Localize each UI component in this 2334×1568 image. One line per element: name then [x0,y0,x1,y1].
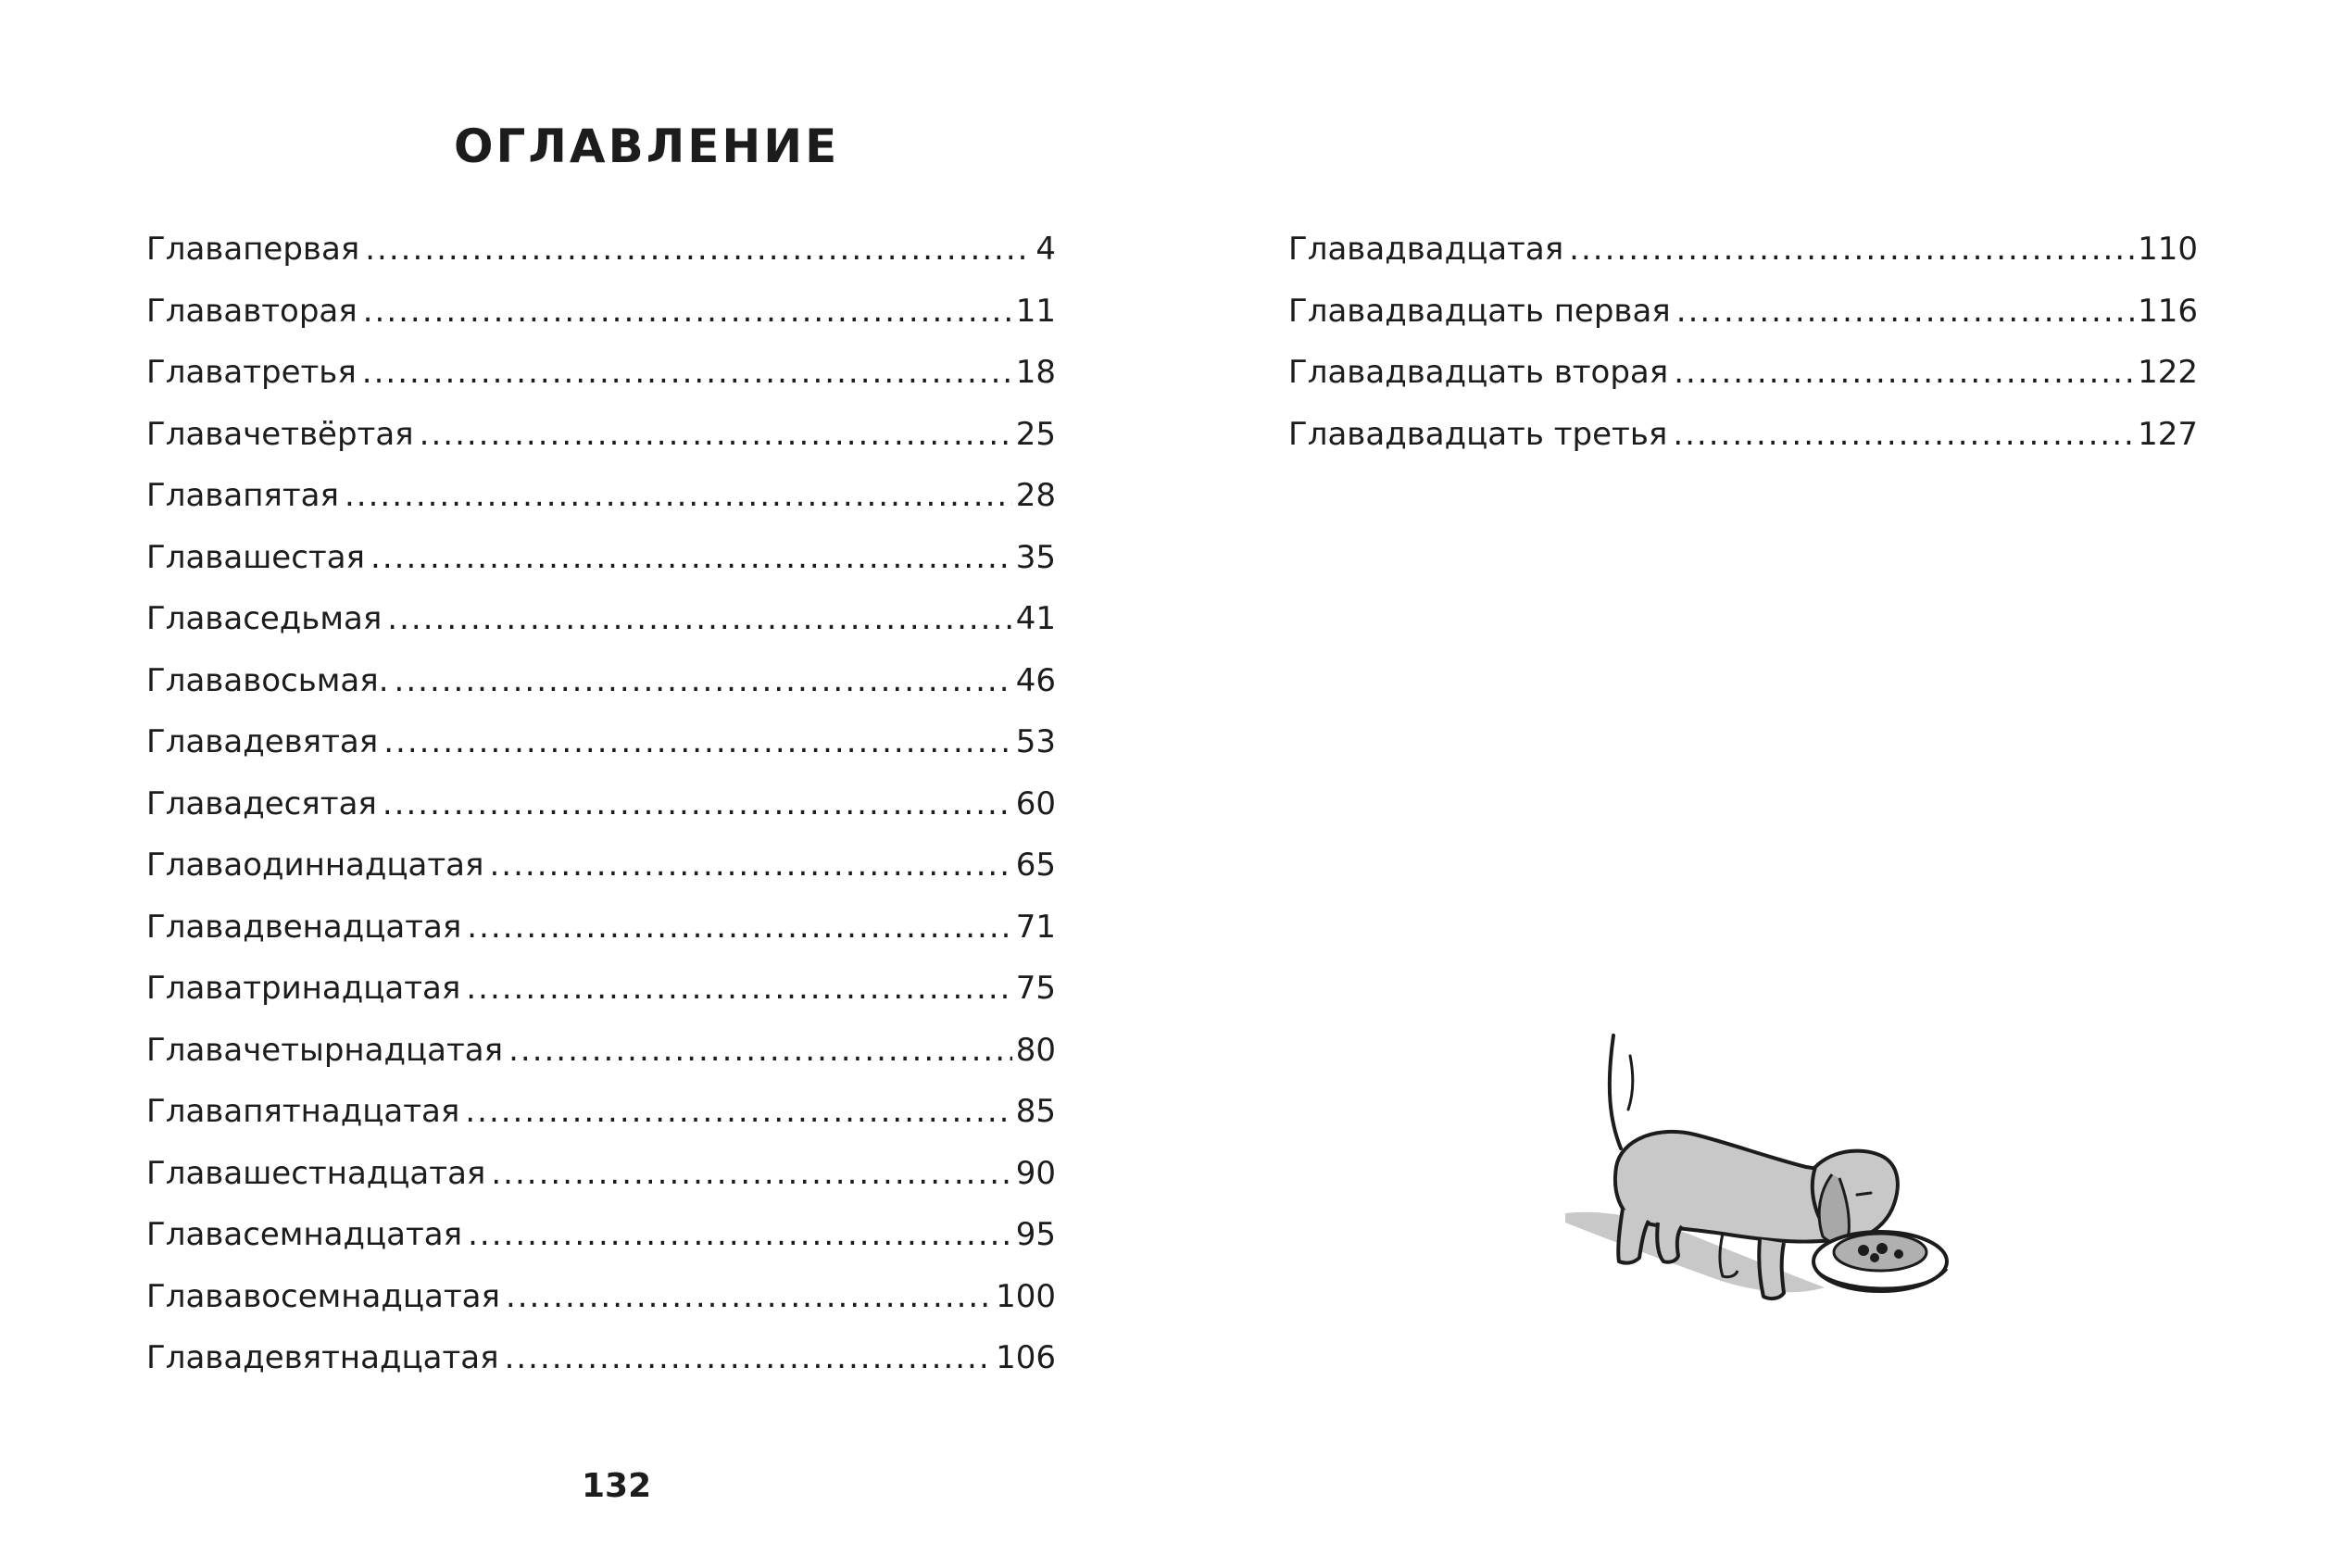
toc-leader-dots [1673,404,2134,466]
toc-leader-dots [383,711,1012,773]
toc-leader-dots [362,342,1012,404]
toc-entry-page: 28 [1015,477,1056,514]
toc-entry[interactable] [146,834,1056,897]
toc-entry-lead: Глава [146,415,244,453]
toc-entry-title: четырнадцатая [243,1031,504,1069]
toc-leader-dots [508,1020,1012,1082]
page-title: ОГЛАВЛЕНИЕ [454,119,840,173]
toc-leader-dots [491,1143,1011,1205]
toc-entry[interactable] [146,465,1056,527]
toc-entry[interactable] [146,588,1056,650]
toc-entry-page: 116 [2138,292,2198,330]
toc-entry-lead: Глава [146,1093,244,1130]
toc-entry-page: 60 [1015,784,1056,822]
toc-entry-page: 75 [1015,970,1056,1007]
toc-entry[interactable] [146,281,1056,343]
toc-entry-lead: Глава [146,1277,244,1315]
toc-entry[interactable] [1288,342,2198,404]
toc-left-column [146,219,1056,1389]
toc-entry-title: девятая [243,723,379,760]
toc-entry-page: 41 [1015,600,1056,637]
toc-entry-lead: Глава [1288,292,1386,330]
toc-entry[interactable] [146,1143,1056,1205]
toc-leader-dots [370,527,1012,589]
toc-entry-lead: Глава [146,661,244,699]
toc-entry-page: 65 [1015,847,1056,884]
toc-entry-lead: Глава [1288,231,1386,268]
toc-entry-page: 122 [2138,354,2198,391]
toc-entry[interactable] [146,650,1056,712]
toc-entry[interactable] [146,404,1056,466]
toc-leader-dots [505,1327,993,1389]
toc-entry-lead: Глава [146,538,244,576]
toc-entry-title: восемнадцатая [243,1277,500,1315]
toc-leader-dots [467,897,1011,959]
toc-leader-dots [506,1266,992,1328]
toc-entry-title: восьмая. [243,661,389,699]
toc-entry-page: 18 [1015,354,1056,391]
toc-entry-title: двадцать вторая [1385,354,1669,391]
toc-entry-title: тринадцатая [243,970,461,1007]
toc-entry-title: четвёртая [243,415,414,453]
toc-right-column [1288,219,2198,465]
toc-leader-dots [465,1081,1011,1143]
toc-entry-page: 11 [1015,292,1056,330]
toc-entry-page: 71 [1015,908,1056,946]
toc-entry[interactable] [146,897,1056,959]
toc-entry-lead: Глава [146,970,244,1007]
toc-entry[interactable] [146,773,1056,835]
toc-entry-page: 53 [1015,723,1056,760]
toc-leader-dots [1674,342,2134,404]
toc-entry-page: 4 [1035,231,1056,268]
toc-entry-page: 25 [1015,415,1056,453]
toc-entry-lead: Глава [146,784,244,822]
toc-entry-lead: Глава [146,231,244,268]
toc-entry-lead: Глава [146,847,244,884]
toc-entry[interactable] [146,1204,1056,1266]
toc-entry-page: 90 [1015,1154,1056,1192]
toc-entry-lead: Глава [146,1154,244,1192]
toc-entry[interactable] [1288,219,2198,281]
toc-entry-title: первая [243,231,360,268]
toc-entry-lead: Глава [146,292,244,330]
toc-entry-page: 127 [2138,415,2198,453]
toc-entry-title: семнадцатая [243,1216,463,1253]
toc-entry-title: вторая [243,292,358,330]
toc-leader-dots [345,465,1012,527]
toc-entry-lead: Глава [146,908,244,946]
dog-eating-from-bowl-icon [1537,1019,1964,1389]
toc-entry-title: седьмая [243,600,383,637]
toc-entry-page: 35 [1015,538,1056,576]
toc-entry-page: 85 [1015,1093,1056,1130]
toc-entry-title: двадцатая [1385,231,1564,268]
toc-entry-page: 106 [996,1339,1056,1376]
toc-entry-lead: Глава [146,723,244,760]
toc-entry-title: девятнадцатая [243,1339,499,1376]
toc-leader-dots [1569,219,2134,281]
toc-entry-title: шестая [243,538,366,576]
toc-entry-page: 80 [1015,1031,1056,1069]
toc-entry[interactable] [146,1327,1056,1389]
toc-entry-lead: Глава [146,1031,244,1069]
toc-leader-dots [383,773,1012,835]
toc-entry-title: третья [243,354,357,391]
toc-entry-title: двадцать третья [1385,415,1668,453]
toc-entry-title: двенадцатая [243,908,462,946]
toc-entry-page: 100 [996,1277,1056,1315]
toc-entry[interactable] [146,527,1056,589]
toc-entry-title: десятая [243,784,377,822]
toc-entry-title: двадцать первая [1385,292,1671,330]
toc-entry[interactable] [146,958,1056,1020]
toc-entry-title: пятая [243,477,339,514]
toc-entry[interactable] [1288,281,2198,343]
toc-leader-dots [395,650,1012,712]
toc-leader-dots [1676,281,2134,343]
toc-entry-title: пятнадцатая [243,1093,460,1130]
toc-entry-lead: Глава [146,354,244,391]
toc-leader-dots [363,281,1012,343]
toc-entry[interactable] [146,342,1056,404]
toc-entry[interactable] [146,1020,1056,1082]
toc-leader-dots [420,404,1012,466]
toc-entry-lead: Глава [146,1216,244,1253]
toc-entry[interactable] [146,1266,1056,1328]
toc-leader-dots [468,1204,1012,1266]
toc-entry-page: 95 [1015,1216,1056,1253]
toc-entry-title: одиннадцатая [243,847,484,884]
toc-entry-lead: Глава [1288,354,1386,391]
toc-entry-lead: Глава [146,600,244,637]
toc-entry-page: 46 [1015,661,1056,699]
toc-entry[interactable] [1288,404,2198,466]
toc-leader-dots [387,588,1011,650]
toc-leader-dots [365,219,1032,281]
toc-leader-dots [489,834,1011,897]
toc-entry-lead: Глава [146,1339,244,1376]
toc-entry[interactable] [146,219,1056,281]
toc-entry-lead: Глава [1288,415,1386,453]
page-number: 132 [582,1467,652,1505]
toc-entry-lead: Глава [146,477,244,514]
toc-leader-dots [466,958,1011,1020]
toc-entry-title: шестнадцатая [243,1154,486,1192]
toc-entry[interactable] [146,1081,1056,1143]
toc-entry[interactable] [146,711,1056,773]
toc-entry-page: 110 [2138,231,2198,268]
